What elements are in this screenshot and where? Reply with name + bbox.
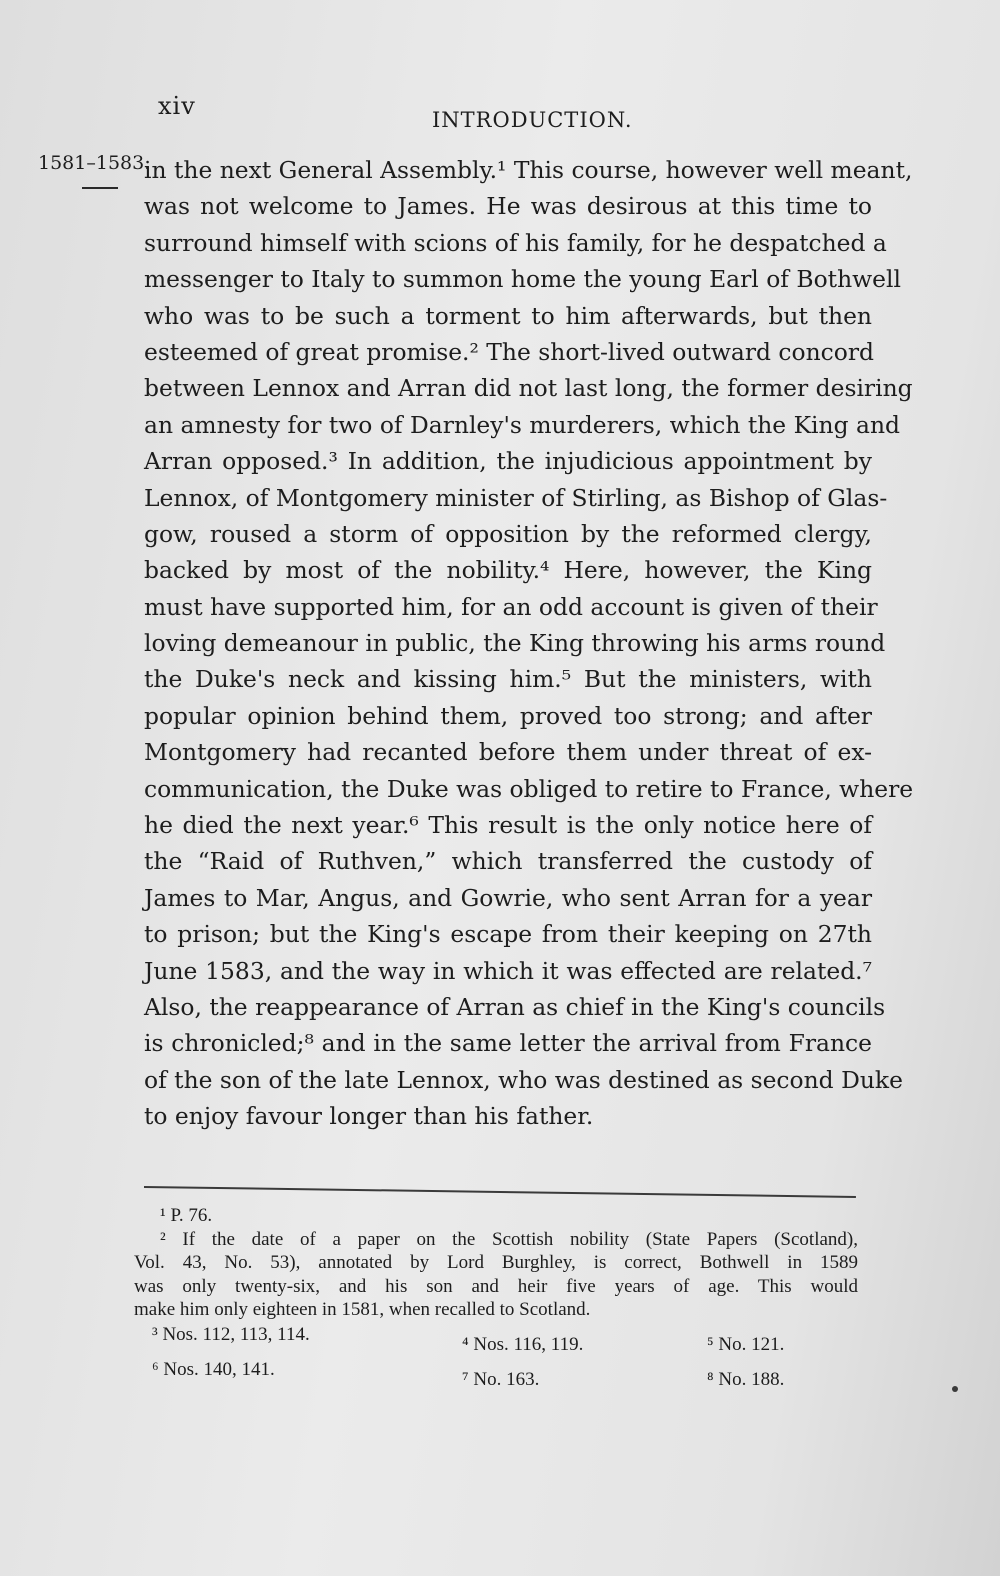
body-line: Lennox, of Montgomery minister of Stirling, as Bishop of Glas- [144,483,888,512]
body-line: James to Mar, Angus, and Gowrie, who sent Arran for a year [144,883,872,912]
body-line: must have supported him, for an odd account is given of their [144,592,878,621]
footnote-5: ⁵ No. 121. [707,1333,785,1355]
ink-spot [952,1386,958,1392]
margin-date-range: 1581–1583. [38,152,151,174]
body-line: who was to be such a torment to him afterwards, but then [144,301,872,330]
footnote-6: ⁶ Nos. 140, 141. [152,1358,275,1380]
body-line: Arran opposed.³ In addition, the injudicious appointment by [144,447,872,476]
footnote-rule [144,1186,856,1197]
body-line: is chronicled;⁸ and in the same letter the arrival from France [144,1029,872,1058]
footnote-2-line: Vol. 43, No. 53), annotated by Lord Burghley, is correct, Bothwell in 1589 [134,1252,858,1273]
footnote-2-line: ² If the date of a paper on the Scottish nobility (State Papers (Scotland), [160,1228,858,1250]
body-line: backed by most of the nobility.⁴ Here, however, the King [144,556,872,585]
body-line: he died the next year.⁶ This result is the only notice here of [144,811,872,840]
body-line: loving demeanour in public, the King throwing his arms round [144,629,886,658]
body-line: to enjoy favour longer than his father. [144,1102,594,1131]
body-line: surround himself with scions of his family, for he despatched a [144,228,887,257]
body-line: the “Raid of Ruthven,” which transferred the custody of [144,847,872,876]
body-line: popular opinion behind them, proved too strong; and after [144,701,872,730]
body-line: Also, the reappearance of Arran as chief in the King's councils [144,992,886,1021]
body-line: the Duke's neck and kissing him.⁵ But the ministers, with [144,665,872,694]
body-line: to prison; but the King's escape from their keeping on 27th [144,920,872,949]
short-footnotes [152,1322,858,1392]
body-line: esteemed of great promise.² The short-lived outward concord [144,337,874,366]
body-line: of the son of the late Lennox, who was destined as second Duke [144,1065,903,1094]
body-line: communication, the Duke was obliged to retire to France, where [144,774,914,803]
footnotes [134,1204,858,1392]
margin-rule [82,187,118,189]
footnote-8: ⁸ No. 188. [707,1368,785,1390]
page-number: xiv [158,92,196,120]
body-line: June 1583, and the way in which it was effected are related.⁷ [144,956,872,985]
footnote-7: ⁷ No. 163. [462,1368,540,1390]
body-text [144,152,914,1135]
body-line: in the next General Assembly.¹ This course, however well meant, [144,156,913,184]
footnote-2-line: make him only eighteen in 1581, when recalled to Scotland. [134,1299,591,1320]
body-line: between Lennox and Arran did not last long, the former desiring [144,374,913,403]
body-line: messenger to Italy to summon home the young Earl of Bothwell [144,265,901,294]
body-line: Montgomery had recanted before them under threat of ex- [144,738,872,767]
footnote-2-line: was only twenty-six, and his son and heir five years of age. This would [134,1275,858,1297]
running-head: INTRODUCTION. [432,108,633,132]
body-line: was not welcome to James. He was desirous at this time to [144,192,872,221]
body-line: gow, roused a storm of opposition by the reformed clergy, [144,519,872,548]
footnote-3: ³ Nos. 112, 113, 114. [152,1323,310,1345]
footnote-1: ¹ P. 76. [160,1205,213,1226]
footnote-4: ⁴ Nos. 116, 119. [462,1333,584,1355]
body-line: an amnesty for two of Darnley's murderers, which the King and [144,410,900,439]
